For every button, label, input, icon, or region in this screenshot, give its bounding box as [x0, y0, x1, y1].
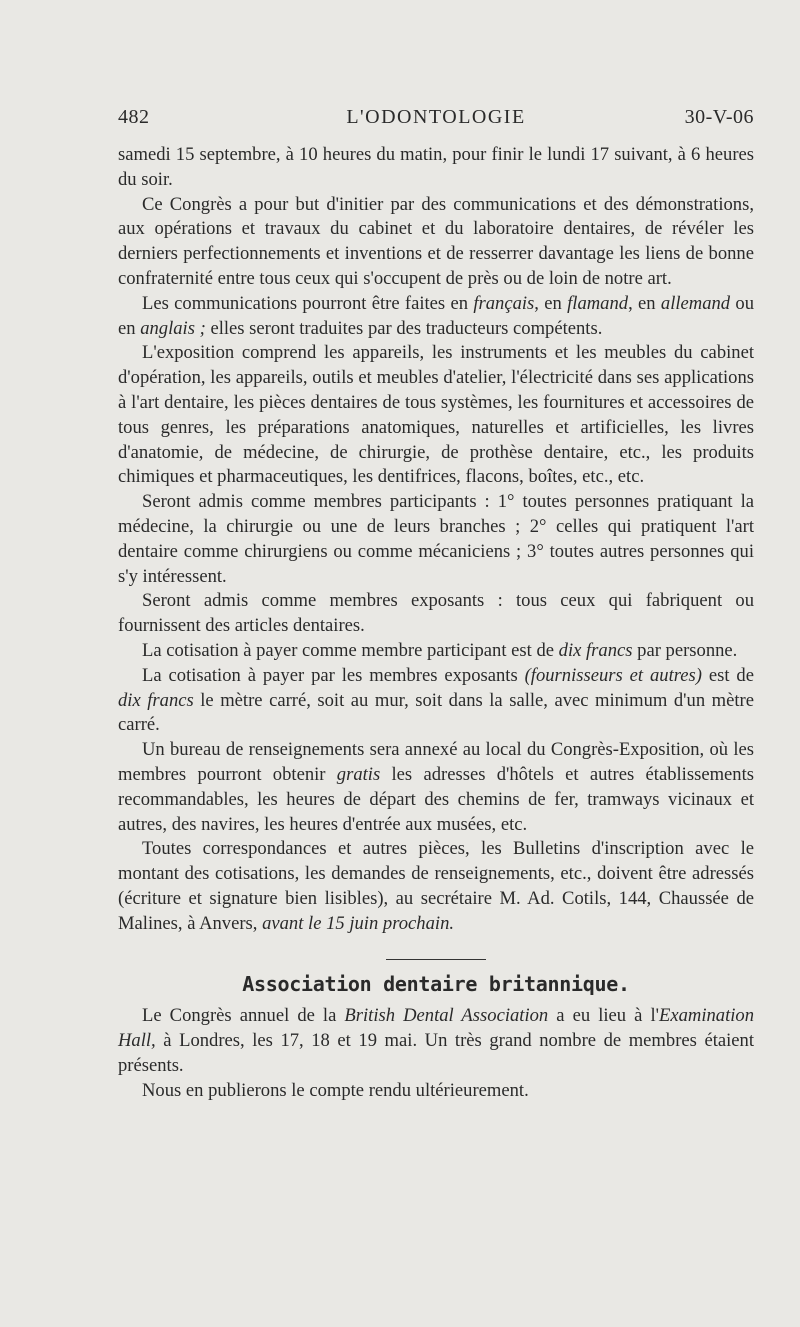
paragraph-10 — [118, 837, 754, 936]
paragraph-1: samedi 15 septembre, à 10 heures du matin, pour finir le lundi 17 suivant, à 6 heures du soir. — [118, 144, 754, 190]
issue-date: 30-V-06 — [684, 106, 754, 128]
paragraph-5: Seront admis comme membres participants : 1° toutes personnes pratiquant la médecine, la chirurgie ou une de leurs branches ; 2° celles qui pratiquent l'art dentaire comme chirurgiens ou comme mécaniciens ; 3° toutes autres personnes qui s'y intéressent. — [118, 491, 754, 587]
italic-run: allemand — [660, 292, 731, 314]
text-run: Toutes correspondances et autres pièces, les Bulletins d'inscription avec le montant des cotisations, les demandes de renseignements, etc., doivent être adressés (écriture et signature bien lisibles), au secrétaire M. Ad. Cotils, 144, Chaussée de Malines, à Anvers, — [118, 838, 754, 934]
italic-run: Examination Hall, — [118, 1005, 755, 1052]
italic-run: flamand — [567, 292, 629, 314]
text-run: , en — [628, 292, 661, 314]
text-run: a eu lieu à l' — [548, 1005, 659, 1027]
paragraph-8 — [118, 664, 754, 738]
paragraph-4: L'exposition comprend les appareils, les instruments et les meubles du cabinet d'opération, les appareils, outils et meubles d'atelier, l'électricité dans ses applications à l'art dentaire, les pièces dentaires de tous systèmes, les fournitures et accessoires de tous genres, les préparations anatomiques, naturelles et artificielles, les livres d'anatomie, de médecine, de chirurgie, de prothèse dentaire, etc., les produits chimiques et pharmaceutiques, les dentifrices, flacons, boîtes, etc., etc. — [118, 342, 754, 488]
italic-run: British Dental Association — [344, 1005, 549, 1027]
section-paragraph-2: Nous en publierons le compte rendu ultérieurement. — [142, 1079, 529, 1101]
article-body — [118, 143, 754, 1103]
text-run: Le Congrès annuel de la — [142, 1005, 345, 1027]
paragraph-7 — [118, 639, 754, 664]
journal-title: L'ODONTOLOGIE — [346, 106, 526, 128]
paragraph-3 — [118, 292, 754, 342]
text-run: par personne. — [632, 639, 738, 661]
italic-run: dix francs — [118, 689, 194, 711]
running-header — [118, 106, 754, 136]
italic-run: avant le 15 juin prochain. — [262, 912, 455, 934]
section-title: Association dentaire britannique. — [242, 971, 630, 996]
italic-run: dix francs — [558, 639, 633, 661]
italic-run: français — [473, 292, 535, 314]
text-run: La cotisation à payer comme membre participant est de — [142, 639, 559, 661]
text-run: le mètre carré, soit au mur, soit dans la salle, avec minimum d'un mètre carré. — [118, 689, 754, 736]
italic-run: anglais ; — [140, 317, 206, 339]
text-run: elles seront traduites par des traducteurs compétents. — [205, 317, 603, 339]
text-run: La cotisation à payer par les membres exposants — [142, 664, 525, 686]
text-run: les adresses d'hôtels et autres établissements recommandables, les heures de départ des chemins de fer, tramways vicinaux et autres, des navires, les heures d'entrée aux musées, etc. — [118, 763, 754, 835]
paragraph-6: Seront admis comme membres exposants : tous ceux qui fabriquent ou fournissent des articles dentaires. — [118, 590, 754, 637]
page-number: 482 — [118, 106, 150, 128]
italic-run: (fournisseurs et autres) — [524, 664, 702, 686]
text-run: Les communications pourront être faites en — [142, 292, 474, 314]
section-paragraph-1 — [118, 1004, 754, 1078]
paragraph-2: Ce Congrès a pour but d'initier par des communications et des démonstrations, aux opérations et travaux du cabinet et du laboratoire dentaires, de révéler les derniers perfectionnements et inventions et de resserrer davantage les liens de bonne confraternité entre tous ceux qui s'occupent de près ou de loin de notre art. — [118, 193, 754, 289]
text-run: Un bureau de renseignements sera annexé au local du Congrès-Exposition, où les membres pourront obtenir — [118, 739, 754, 785]
text-run: à Londres, les 17, 18 et 19 mai. Un très grand nombre de membres étaient présents. — [118, 1030, 754, 1076]
text-run: est de — [701, 664, 754, 686]
text-run: ou en — [118, 292, 754, 339]
section-divider — [386, 959, 486, 960]
paragraph-9 — [118, 738, 754, 837]
italic-run: gratis — [336, 763, 381, 785]
text-run: , en — [534, 292, 568, 314]
